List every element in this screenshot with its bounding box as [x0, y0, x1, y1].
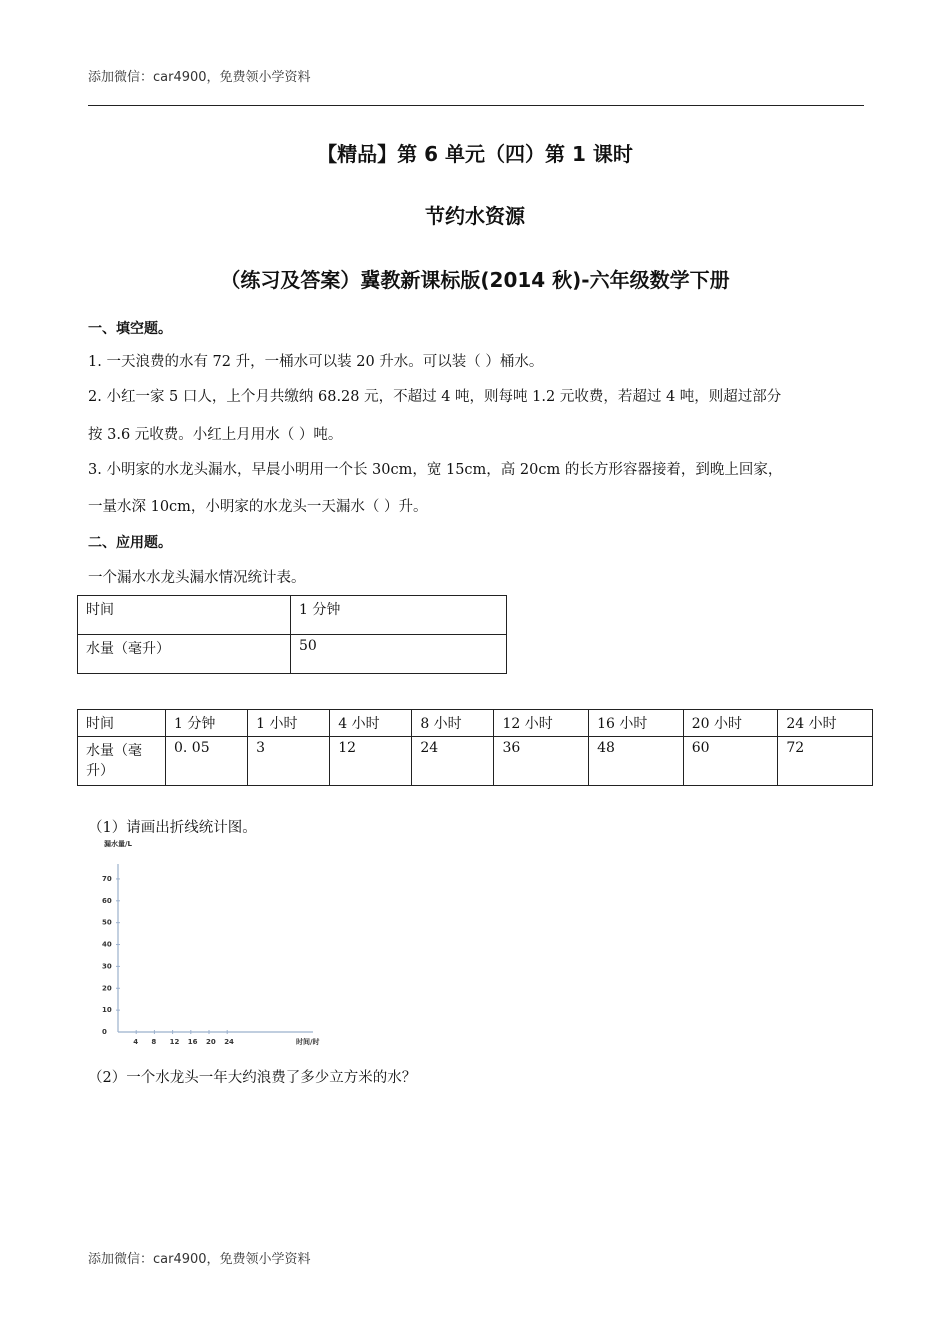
y-axis-label: 漏水量/L	[104, 840, 133, 848]
y-tick-label: 0	[102, 1028, 107, 1036]
title-line-1: 【精品】第 6 单元（四）第 1 课时	[317, 142, 633, 166]
table-cell: 1 分钟	[291, 596, 507, 635]
x-axis-label: 时间/时	[296, 1038, 320, 1046]
y-tick-label: 70	[102, 874, 112, 883]
table-cell: 1 分钟	[166, 710, 248, 737]
sub-question-1: （1）请画出折线统计图。	[88, 820, 257, 836]
table-cell: 3	[248, 737, 330, 786]
y-tick-label: 60	[102, 896, 112, 905]
table-cell: 20 小时	[683, 710, 778, 737]
table-row	[78, 737, 873, 786]
table-cell: 0. 05	[166, 737, 248, 786]
table-cell: 12 小时	[494, 710, 589, 737]
table-cell: 72	[778, 737, 873, 786]
x-tick-label: 16	[187, 1038, 198, 1046]
x-tick-label: 24	[224, 1038, 234, 1046]
x-tick-label: 4	[133, 1038, 139, 1046]
x-tick-label: 20	[206, 1038, 216, 1046]
table-cell: 60	[683, 737, 778, 786]
header-note: 添加微信：car4900，免费领小学资料	[88, 70, 311, 85]
question-2-line-2: 按 3.6 元收费。小红上月用水（ ）吨。	[88, 427, 343, 443]
sub-question-2: （2）一个水龙头一年大约浪费了多少立方米的水？	[88, 1070, 417, 1086]
x-tick-label: 12	[169, 1038, 180, 1046]
table-cell: 时间	[78, 710, 166, 737]
table-header-row	[78, 710, 873, 737]
table-cell: 24 小时	[778, 710, 873, 737]
title-line-3: （练习及答案）冀教新课标版(2014 秋)-六年级数学下册	[220, 268, 730, 292]
question-1: 1. 一天浪费的水有 72 升，一桶水可以装 20 升水。可以装（ ）桶水。	[88, 354, 544, 370]
x-tick-label: 8	[151, 1038, 157, 1046]
table-cell: 水量（毫升）	[78, 737, 166, 786]
section-heading-fill-blank: 一、填空题。	[88, 321, 172, 337]
y-tick-label: 40	[102, 940, 112, 949]
table-cell: 12	[330, 737, 412, 786]
table-intro: 一个漏水水龙头漏水情况统计表。	[88, 570, 306, 586]
leak-table-small	[77, 595, 507, 674]
title-line-2: 节约水资源	[425, 204, 525, 228]
table-cell: 24	[412, 737, 494, 786]
footer-note: 添加微信：car4900，免费领小学资料	[88, 1252, 311, 1267]
table-cell: 时间	[78, 596, 291, 635]
table-cell: 50	[291, 635, 507, 674]
y-tick-label: 10	[102, 1006, 112, 1015]
leak-table-large	[77, 709, 873, 786]
table-cell: 8 小时	[412, 710, 494, 737]
table-row	[78, 635, 507, 674]
section-heading-application: 二、应用题。	[88, 535, 172, 551]
table-cell: 水量（毫升）	[78, 635, 291, 674]
y-tick-label: 20	[102, 984, 112, 993]
table-cell: 36	[494, 737, 589, 786]
blank-line-chart	[88, 834, 388, 1054]
question-3-line-2: 一量水深 10cm，小明家的水龙头一天漏水（ ）升。	[88, 499, 428, 515]
table-cell: 4 小时	[330, 710, 412, 737]
table-cell: 1 小时	[248, 710, 330, 737]
question-3-line-1: 3. 小明家的水龙头漏水，早晨小明用一个长 30cm，宽 15cm，高 20cm 的长方形容器接着，到晚上回家，	[88, 462, 783, 478]
table-row	[78, 596, 507, 635]
table-cell: 48	[589, 737, 684, 786]
table-cell: 16 小时	[589, 710, 684, 737]
y-tick-label: 50	[102, 918, 112, 927]
question-2-line-1: 2. 小红一家 5 口人，上个月共缴纳 68.28 元，不超过 4 吨，则每吨 1.2 元收费，若超过 4 吨，则超过部分	[88, 389, 782, 405]
y-tick-label: 30	[102, 962, 112, 971]
header-rule	[88, 105, 864, 106]
